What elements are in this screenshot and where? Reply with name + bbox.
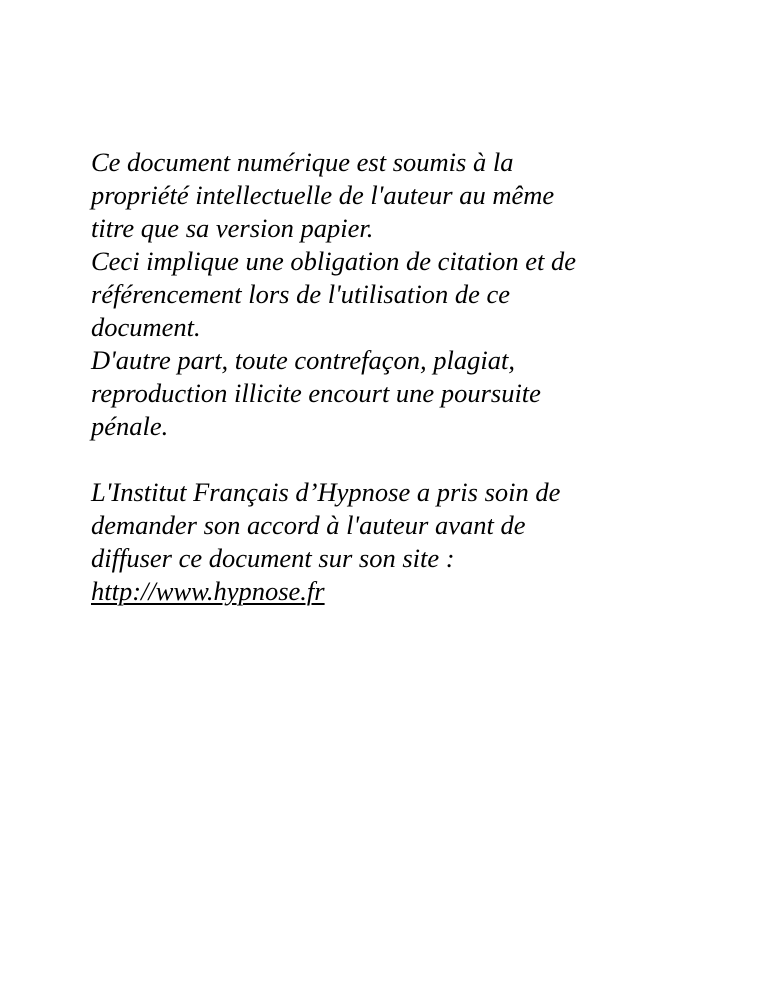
copyright-notice xyxy=(91,146,731,608)
notice-line: demander son accord à l'auteur avant de xyxy=(91,510,526,540)
notice-line: reproduction illicite encourt une poursuite xyxy=(91,378,541,408)
notice-line: document. xyxy=(91,312,201,342)
notice-line: L'Institut Français d’Hypnose a pris soin de xyxy=(91,477,561,507)
website-link[interactable]: http://www.hypnose.fr xyxy=(91,576,325,606)
notice-line: Ceci implique une obligation de citation et de xyxy=(91,246,576,276)
notice-line: D'autre part, toute contrefaçon, plagiat, xyxy=(91,345,515,375)
notice-line: titre que sa version papier. xyxy=(91,213,374,243)
notice-line: Ce document numérique est soumis à la xyxy=(91,147,514,177)
paragraph-spacer xyxy=(91,443,731,476)
notice-paragraph-1 xyxy=(91,146,731,443)
notice-line: référencement lors de l'utilisation de ce xyxy=(91,279,511,309)
notice-line: propriété intellectuelle de l'auteur au même xyxy=(91,180,555,210)
notice-line: diffuser ce document sur son site : xyxy=(91,543,455,573)
notice-paragraph-2 xyxy=(91,476,731,608)
notice-line: pénale. xyxy=(91,411,169,441)
